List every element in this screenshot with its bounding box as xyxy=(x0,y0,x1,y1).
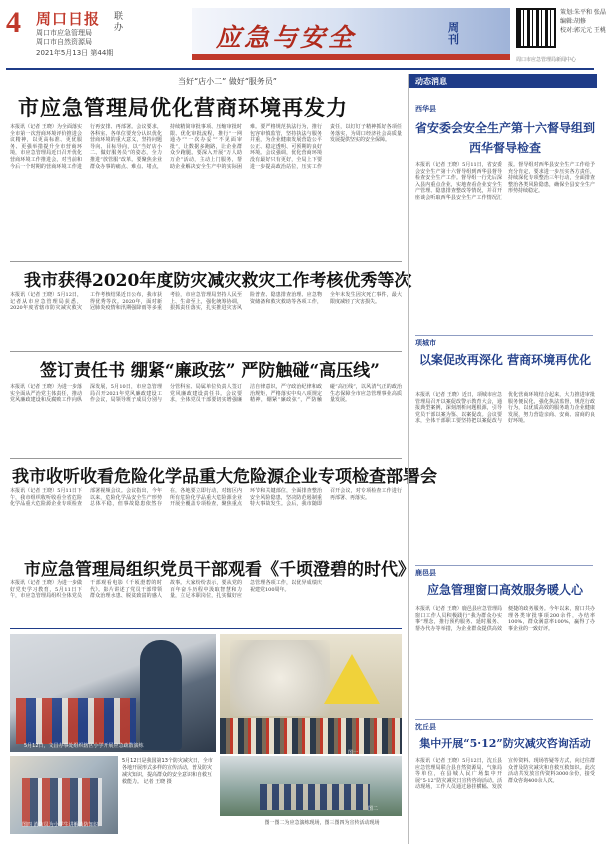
photo-caption: 图一 xyxy=(348,750,359,756)
region-label: 鹿邑县 xyxy=(415,569,436,577)
article-5-headline: 市应急管理局组织党员干部观看《千顷澄碧的时代》 xyxy=(24,560,415,580)
photo-workers xyxy=(260,784,370,810)
banner-title: 应急与安全 xyxy=(216,23,357,52)
editor-line: 策划:朱平和 张晶 xyxy=(560,9,606,16)
section-banner xyxy=(192,8,510,60)
photo-caption: 5月12日，文昌办事处组织辖区小学开展应急疏散演练 xyxy=(24,743,144,749)
photo-drill-classroom xyxy=(10,634,216,752)
divider xyxy=(10,351,402,352)
article-3-body: 本报讯（记者 王晓）为进一步落实全面从严治党主体责任，推动党风廉政建设和反腐败工作向纵深发展，5月10日，市应急管理局召开2021年党风廉政建设工作会议，局领导班子成员分别与分管科室、局属单位负责人签订党风廉政建设责任书。会议要求，全体党员干部要切实增强廉洁自律意识，严守政治纪律和政治规矩，严格落实中央八项规定精神，绷紧“廉政弦”，严防触碰“高压线”，以风清气正的政治生态保障全市应急管理事业高质量发展。 xyxy=(10,384,402,404)
article-5-body: 本报讯（记者 王晓）为进一步做好党史学习教育，5月11日下午，市应急管理局组织全体党员干部观看电影《千顷澄碧的时代》。影片讲述了党员干部带领群众治理水患、脱贫致富的感人故事。大家纷纷表示，要从党的百年奋斗历程中汲取智慧和力量，立足本职岗位，扎实做好应急管理各项工作，以优异成绩庆祝建党100周年。 xyxy=(10,580,322,600)
news-1-headline: 省安委会安全生产第十六督导组到西华督导检查 xyxy=(415,121,596,155)
mast-footer-note: 周口市应急管理局新闻中心 xyxy=(516,57,577,63)
divider xyxy=(415,719,593,720)
divider xyxy=(10,628,402,629)
region-label: 沈丘县 xyxy=(415,723,436,731)
photo-caption: 5月12日是我国第13个防灾减灾日，全市各地开展形式多样的宣传活动，普及防灾减灾知识，提高群众的安全意识和自救互救能力。 记者 王晓 摄 xyxy=(122,758,213,785)
department-label: 联办 xyxy=(114,12,124,33)
page-number: 4 xyxy=(6,6,21,39)
issue-date: 2021年5月13日 第44期 xyxy=(36,49,114,57)
photo-caption: 图二 xyxy=(368,806,379,812)
divider xyxy=(10,261,402,262)
news-4-body: 本报讯（记者 王晓）5月12日，沈丘县应急管理局联合县自然资源局、气象局等单位，在县城人民广场集中开展“5·12”防灾减灾日宣传咨询活动。活动现场，工作人员通过悬挂横幅、发放宣传资料、现场答疑等方式，向过往群众普及防灾减灾和自救互救知识。此次活动共发放宣传资料3000余份，接受群众咨询400余人次。 xyxy=(415,758,595,791)
region-label: 西华县 xyxy=(415,105,436,113)
banner-weekly: 周刊 xyxy=(448,21,459,46)
region-label: 项城市 xyxy=(415,339,436,347)
photo-crowd xyxy=(220,718,402,754)
article-2-body: 本报讯（记者 王晓）5月12日，记者从市应急管理局获悉，2020年度省辖市防灾减灾救灾工作考核结果近日公布，我市获得优秀等次。2020年，面对新冠肺炎疫情和汛期强降雨等多重考验，市应急管理局坚持人民至上、生命至上，强化统筹协调，狠抓责任落实，扎实推进灾害风险普查、隐患排查治理、应急物资储备和救灾救助等各项工作，全年未发生因灾死亡事件，最大限度减轻了灾害损失。 xyxy=(10,292,402,312)
editors-block xyxy=(560,8,606,35)
column-label: 动态消息 xyxy=(409,74,597,88)
photo-students xyxy=(16,698,136,744)
paper-name: 周口日报 xyxy=(36,10,101,28)
article-4-body: 本报讯（记者 王晓）5月11日下午，我市组织收听收看全省危险化学品重大危险源企业专项检查部署视频会议。会议指出，今年以来，危险化学品安全生产形势总体平稳，但事故隐患依然存在，各地要立即行动，对辖区内所有危险化学品重大危险源企业开展全覆盖专项检查，聚焦重点环节和关键部位，全面排查整治安全风险隐患，坚决防范遏制重特大事故发生。会后，我市随即召开会议，对专项检查工作进行再部署、再落实。 xyxy=(10,488,402,508)
photo-students xyxy=(22,778,102,826)
article-4-headline: 我市收听收看危险化学品重大危险源企业专项检查部署会 xyxy=(12,467,437,487)
divider xyxy=(415,335,593,336)
news-2-headline: 以案促改再深化 营商环境再优化 xyxy=(418,353,592,367)
news-3-headline: 应急管理窗口高效服务暖人心 xyxy=(426,583,583,597)
sponsor-line-1: 周口市应急管理局 xyxy=(36,29,92,37)
masthead xyxy=(6,4,606,66)
photo-caption: 图四 消防员为小学生讲解消防知识 xyxy=(22,822,99,828)
photo-person xyxy=(140,640,182,750)
news-3-body: 本报讯（记者 王晓）鹿邑县应急管理局窗口工作人员积极践行“我为群众办实事”理念，推行预约服务、延时服务、帮办代办等举措，为企业群众提供高效便捷的政务服务。今年以来，窗口共办理各类审批事项200余件，办结率100%，群众满意率100%，赢得了办事企业的一致好评。 xyxy=(415,606,595,632)
news-4-headline: 集中开展“5·12”防灾减灾咨询活动 xyxy=(419,737,591,750)
article-2-headline: 我市获得2020年度防灾减灾救灾工作考核优秀等次 xyxy=(24,271,412,291)
article-1-body: 本报讯（记者 王晓）为全面落实全市第一次营商环境评价推进会议精神，以更高标准、更优服务、更强举措提升全市营商环境，市应急管理局近日召开优化营商环境工作推进会，对当前和今后一个时期的营商环境工作进行再安排、再部署。会议要求，各科室、各单位要充分认识优化营商环境的重大意义，坚持问题导向、目标导向，以“当好店小二、做好服务员”的姿态，全力推进“放管服”改革。要聚焦企业群众办事的痛点、难点、堵点，持续精简审批事项、压缩审批时限、优化审批流程，推行“一网通办”“一次办妥”“不见面审批”，让数据多跑路，让企业群众少跑腿。要深入开展“万人助万企”活动，主动上门服务，帮助企业解决安全生产中的实际困难。要严格规范执法行为，推行包容审慎监管，坚持执法与服务并重，为企业健康发展营造公平公正、稳定透明、可预期的良好环境。会议强调，优化营商环境没有最好只有更好，全局上下要进一步提高政治站位，压实工作责任，以钉钉子精神抓好各项任务落实，为周口经济社会高质量发展提供坚实的安全保障。 xyxy=(10,124,402,170)
editor-line: 校对:郭元元 王桃 xyxy=(560,27,606,34)
photo-smoke-drill xyxy=(220,634,402,754)
news-2-body: 本报讯（记者 王晓）近日，项城市应急管理局召开以案促改警示教育大会，通报典型案例，深刻剖析问题根源，引导党员干部以案为鉴、以案促改。会议要求，全体干部职工要坚持把以案促改与优化营商环境结合起来，大力推进审批服务便民化，强化执法监督，规范行政行为，以优质高效的服务助力企业健康发展，努力营造亲商、安商、富商的良好环境。 xyxy=(415,392,595,425)
editor-line: 编辑:胡修 xyxy=(560,18,587,25)
photo-tent xyxy=(324,654,380,704)
qr-code-icon xyxy=(516,8,556,48)
sponsor-line-2: 周口市自然资源局 xyxy=(36,38,92,46)
article-1-headline: 市应急管理局优化营商环境再发力 xyxy=(18,95,348,120)
masthead-rule xyxy=(6,68,594,70)
divider xyxy=(415,565,593,566)
article-1-kicker: 当好“店小二” 做好“服务员” xyxy=(178,77,277,86)
article-3-headline: 签订责任书 绷紧“廉政弦” 严防触碰“高压线” xyxy=(40,361,380,381)
photo-caption: 图一图二为应急演练现场，图三图四为宣传活动现场 xyxy=(264,820,380,826)
news-1-body: 本报讯（记者 王晓）5月11日，省安委会安全生产第十六督导组到西华县督导检查安全生产工作。督导组一行先后深入县内重点企业，实地查看企业安全生产管理、隐患排查整改等情况，并召开座谈会听取西华县安全生产工作情况汇报。督导组对西华县安全生产工作给予充分肯定，要求进一步压实各方责任，持续深化专项整治三年行动，全面排查整治各类风险隐患，确保全县安全生产形势持续稳定。 xyxy=(415,162,595,201)
news-column xyxy=(408,74,596,844)
divider xyxy=(10,458,402,459)
photo-smoke xyxy=(230,640,330,716)
